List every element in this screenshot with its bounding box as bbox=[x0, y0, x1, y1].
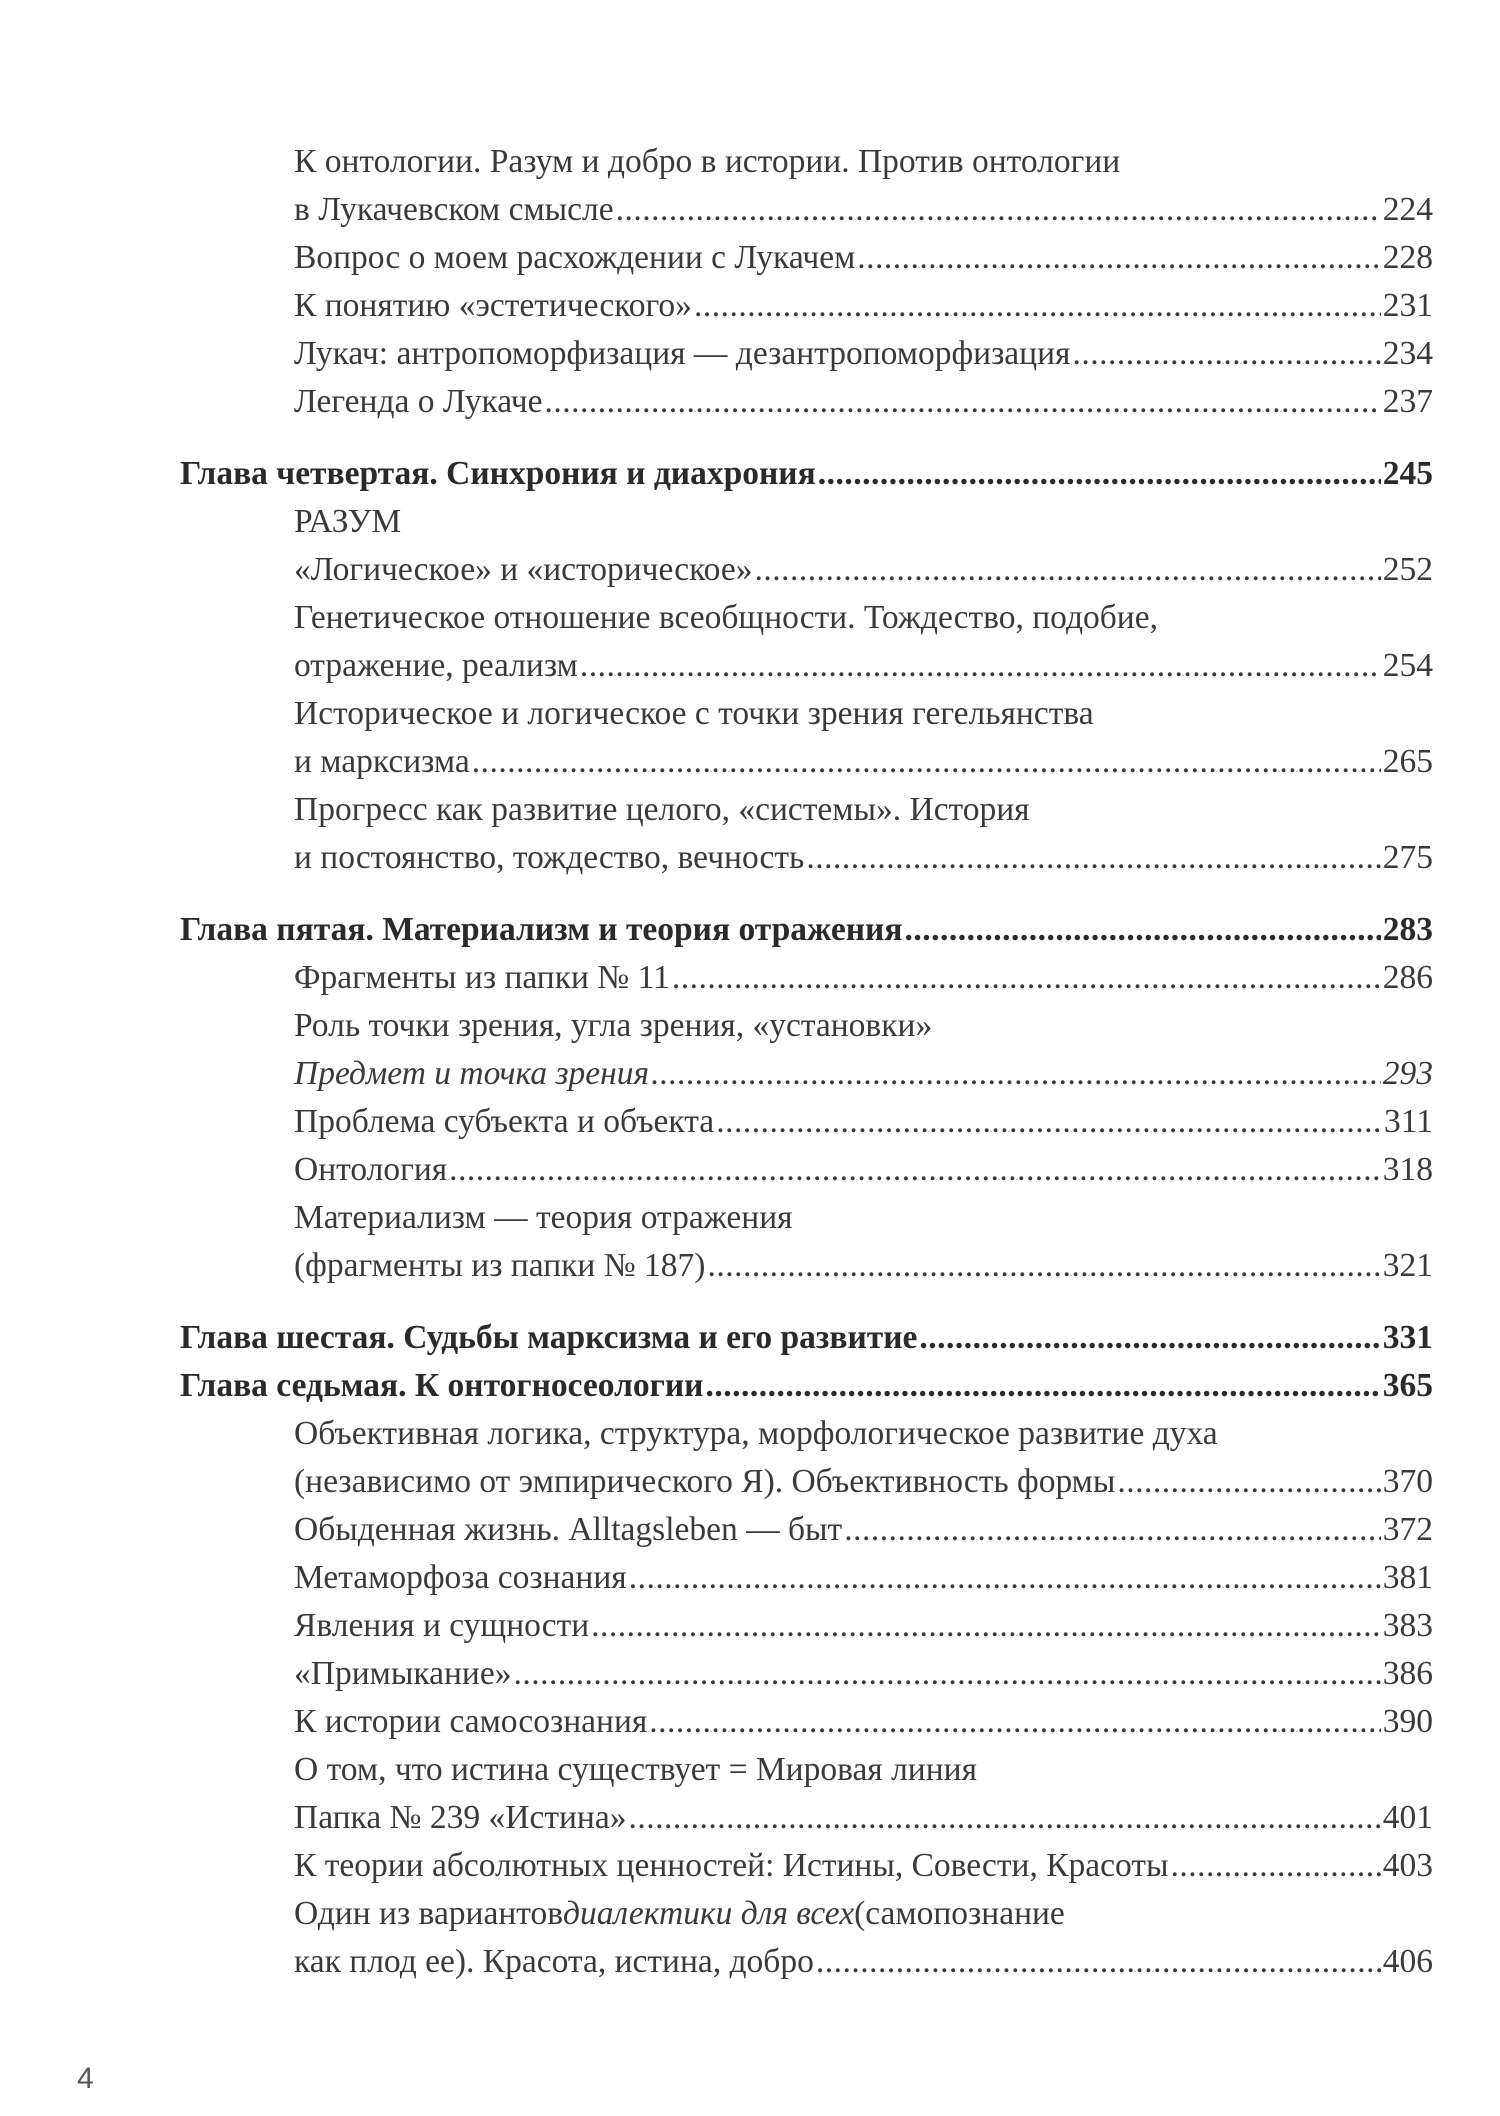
toc-page-number: 403 bbox=[1382, 1847, 1433, 1884]
dot-leader bbox=[580, 644, 1381, 688]
toc-page-number: 381 bbox=[1382, 1559, 1433, 1596]
toc-entry-line bbox=[294, 1412, 1218, 1456]
dot-leader bbox=[545, 380, 1381, 424]
dot-leader bbox=[513, 1652, 1380, 1696]
toc-entry-title: Явления и сущности bbox=[294, 1607, 590, 1644]
dot-leader bbox=[754, 548, 1380, 592]
toc-entry-title: Предмет и точка зрения bbox=[294, 1055, 650, 1092]
toc-entry-title: К истории самосознания bbox=[294, 1703, 648, 1740]
dot-leader bbox=[651, 1052, 1381, 1096]
toc-entry-title: К понятию «эстетического» bbox=[294, 287, 692, 324]
dot-leader bbox=[628, 1796, 1380, 1840]
toc-page-number: 231 bbox=[1382, 287, 1433, 324]
toc-entry-title: отражение, реализм bbox=[294, 647, 578, 684]
toc-page-number: 372 bbox=[1382, 1511, 1433, 1548]
toc-entry-line bbox=[294, 1892, 1065, 1936]
toc-entry bbox=[294, 1844, 1433, 1888]
toc-entry-title: (фрагменты из папки № 187) bbox=[294, 1247, 706, 1284]
toc-page-number: 401 bbox=[1382, 1799, 1433, 1836]
toc-page-number: 234 bbox=[1382, 335, 1433, 372]
dot-leader bbox=[629, 1556, 1381, 1600]
toc-entry bbox=[294, 956, 1433, 1000]
toc-entry-line bbox=[294, 1196, 793, 1240]
toc-entry-title: Папка № 239 «Истина» bbox=[294, 1799, 627, 1836]
toc-entry bbox=[294, 1604, 1433, 1648]
toc-entry-line bbox=[294, 1748, 977, 1792]
toc-page-number: 370 bbox=[1382, 1463, 1433, 1500]
toc-entry bbox=[294, 380, 1433, 424]
toc-entry bbox=[294, 1940, 1433, 1984]
toc-entry-title: Фрагменты из папки № 11 bbox=[294, 959, 670, 996]
toc-entry-title-part: (самопознание bbox=[854, 1895, 1065, 1932]
toc-entry bbox=[294, 1244, 1433, 1288]
toc-entry bbox=[294, 332, 1433, 376]
toc-chapter-title: Глава четвертая. Синхрония и диахрония bbox=[180, 455, 816, 492]
toc-page-number: 265 bbox=[1382, 743, 1433, 780]
page-folio: 4 bbox=[77, 2062, 94, 2095]
toc-page-number: 383 bbox=[1382, 1607, 1433, 1644]
toc-entry bbox=[294, 836, 1433, 880]
toc-entry-title: Роль точки зрения, угла зрения, «установки» bbox=[294, 1007, 933, 1044]
toc-page-number: 286 bbox=[1382, 959, 1433, 996]
dot-leader bbox=[716, 1100, 1382, 1144]
toc-chapter-title: Глава седьмая. К онтогносеологии bbox=[180, 1367, 704, 1404]
toc-entry-title: Онтология bbox=[294, 1151, 448, 1188]
toc-page-number: 224 bbox=[1382, 191, 1433, 228]
toc-entry bbox=[294, 1148, 1433, 1192]
toc-entry bbox=[294, 1652, 1433, 1696]
toc-entry bbox=[294, 548, 1433, 592]
dot-leader bbox=[1117, 1460, 1380, 1504]
toc-entry bbox=[294, 740, 1433, 784]
toc-chapter bbox=[180, 1316, 1433, 1360]
toc-entry-title-italic: диалектики для всех bbox=[563, 1895, 855, 1932]
toc-entry bbox=[294, 284, 1433, 328]
toc-entry bbox=[294, 1052, 1433, 1096]
toc-page-number: 237 bbox=[1382, 383, 1433, 420]
toc-page-number: 331 bbox=[1382, 1319, 1433, 1356]
toc-entry-title: Историческое и логическое с точки зрения гегельянства bbox=[294, 695, 1094, 732]
dot-leader bbox=[472, 740, 1381, 784]
toc-page-number: 228 bbox=[1382, 239, 1433, 276]
toc-page-number: 311 bbox=[1383, 1103, 1433, 1140]
toc-entry-title: в Лукачевском смысле bbox=[294, 191, 614, 228]
toc-entry-title: Вопрос о моем расхождении с Лукачем bbox=[294, 239, 856, 276]
toc-entry-title: О том, что истина существует = Мировая линия bbox=[294, 1751, 978, 1788]
toc-chapter bbox=[180, 452, 1433, 496]
dot-leader bbox=[919, 1316, 1380, 1360]
dot-leader bbox=[616, 188, 1381, 232]
toc-page-number: 390 bbox=[1382, 1703, 1433, 1740]
toc-page-number: 321 bbox=[1382, 1247, 1433, 1284]
toc-entry bbox=[294, 1700, 1433, 1744]
toc-entry-title: Материализм — теория отражения bbox=[294, 1199, 793, 1236]
toc-entry bbox=[294, 188, 1433, 232]
toc-entry-title: «Примыкание» bbox=[294, 1655, 512, 1692]
toc-entry-title: К теории абсолютных ценностей: Истины, Совести, Красоты bbox=[294, 1847, 1169, 1884]
toc-page-number: 406 bbox=[1382, 1943, 1433, 1980]
toc-page-number: 275 bbox=[1382, 839, 1433, 876]
toc-chapter bbox=[180, 908, 1433, 952]
toc-entry-title: Обыденная жизнь. Alltagsleben — быт bbox=[294, 1511, 843, 1548]
toc-entry-title: Проблема субъекта и объекта bbox=[294, 1103, 715, 1140]
toc-entry-title: Легенда о Лукаче bbox=[294, 383, 543, 420]
dot-leader bbox=[449, 1148, 1381, 1192]
toc-entry-line bbox=[294, 692, 1094, 736]
toc-entry bbox=[294, 1796, 1433, 1840]
dot-leader bbox=[1170, 1844, 1380, 1888]
toc-page-number: 318 bbox=[1382, 1151, 1433, 1188]
toc-entry-title: К онтологии. Разум и добро в истории. Против онтологии bbox=[294, 143, 1121, 180]
toc-entry-title: и марксизма bbox=[294, 743, 470, 780]
toc-entry bbox=[294, 1100, 1433, 1144]
toc-entry-line bbox=[294, 596, 1158, 640]
dot-leader bbox=[694, 284, 1381, 328]
toc-entry-title: «Логическое» и «историческое» bbox=[294, 551, 753, 588]
toc-entry-title: (независимо от эмпирического Я). Объективность формы bbox=[294, 1463, 1116, 1500]
toc-entry-title: как плод ее). Красота, истина, добро bbox=[294, 1943, 814, 1980]
dot-leader bbox=[806, 836, 1380, 880]
toc-page-number: 386 bbox=[1382, 1655, 1433, 1692]
toc-entry bbox=[294, 644, 1433, 688]
toc-entry-title: Метаморфоза сознания bbox=[294, 1559, 627, 1596]
toc-chapter bbox=[180, 1364, 1433, 1408]
toc-entry-title: Прогресс как развитие целого, «системы». История bbox=[294, 791, 1030, 828]
toc-entry bbox=[294, 236, 1433, 280]
toc-entry bbox=[294, 1508, 1433, 1552]
toc-entry-title: Генетическое отношение всеобщности. Тождество, подобие, bbox=[294, 599, 1158, 636]
toc-chapter-title: Глава шестая. Судьбы марксизма и его развитие bbox=[180, 1319, 918, 1356]
toc-page-number: 254 bbox=[1382, 647, 1433, 684]
dot-leader bbox=[591, 1604, 1381, 1648]
dot-leader bbox=[818, 452, 1381, 496]
dot-leader bbox=[1072, 332, 1380, 376]
toc-entry-title: и постоянство, тождество, вечность bbox=[294, 839, 805, 876]
toc-entry-line bbox=[294, 788, 1030, 832]
toc-entry-title: Лукач: антропоморфизация — дезантропоморфизация bbox=[294, 335, 1071, 372]
toc-page-number: 245 bbox=[1382, 455, 1433, 492]
dot-leader bbox=[707, 1244, 1380, 1288]
toc-section-heading bbox=[294, 500, 401, 544]
dot-leader bbox=[672, 956, 1381, 1000]
toc-entry bbox=[294, 1556, 1433, 1600]
dot-leader bbox=[705, 1364, 1380, 1408]
toc-page-number: 293 bbox=[1382, 1055, 1433, 1092]
toc-page-number: 283 bbox=[1382, 911, 1433, 948]
toc-page-number: 365 bbox=[1382, 1367, 1433, 1404]
toc-entry-line bbox=[294, 1004, 932, 1048]
toc-entry-title-part: Один из вариантов bbox=[294, 1895, 564, 1932]
dot-leader bbox=[904, 908, 1380, 952]
toc-chapter-title: Глава пятая. Материализм и теория отражения bbox=[180, 911, 903, 948]
dot-leader bbox=[844, 1508, 1381, 1552]
toc-entry-line bbox=[294, 140, 1120, 184]
toc-page-number: 252 bbox=[1382, 551, 1433, 588]
toc-entry-title: РАЗУМ bbox=[294, 503, 402, 540]
dot-leader bbox=[649, 1700, 1380, 1744]
toc-entry-title: Объективная логика, структура, морфологическое развитие духа bbox=[294, 1415, 1218, 1452]
dot-leader bbox=[857, 236, 1380, 280]
toc-entry bbox=[294, 1460, 1433, 1504]
dot-leader bbox=[816, 1940, 1381, 1984]
